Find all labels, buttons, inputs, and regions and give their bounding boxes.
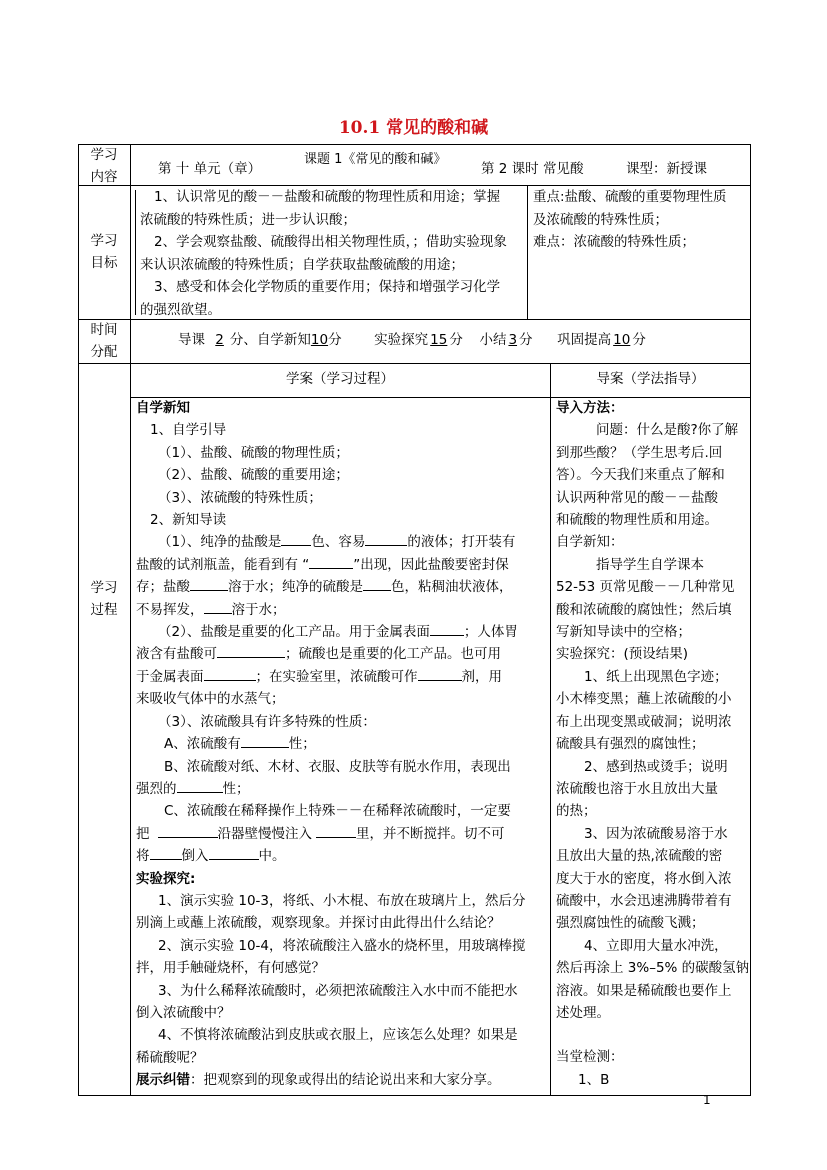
goal-line: 浓硫酸的特殊性质；进一步认识酸； <box>140 211 356 228</box>
text-line: 酸和浓硫酸的腐蚀性；然后填 <box>556 601 732 618</box>
text-line: 1、自学引导 <box>150 422 227 439</box>
text-part: 倒入 <box>181 848 209 865</box>
text-line: 度大于水的密度，将水倒入浓 <box>556 870 732 887</box>
goal-line: 3、感受和体会化学物质的重要作用；保持和增强学习化学 <box>154 279 501 295</box>
text-part: 不易挥发， <box>136 601 204 618</box>
text-line: 3、为什么稀释浓硫酸时，必须把浓硫酸注入水中而不能把水 <box>158 982 518 999</box>
text-line: 52-53 页常见酸－－几种常见 <box>556 579 735 596</box>
text-line <box>136 823 548 845</box>
row-label-content <box>78 144 130 188</box>
label-line: 内容 <box>90 169 118 185</box>
text-line <box>136 554 548 576</box>
text-line: 自学新知： <box>556 534 624 551</box>
text-line: 指导学生自学课本 <box>596 556 704 573</box>
fill-blank[interactable] <box>309 554 353 569</box>
text-line: 当堂检测： <box>556 1049 624 1066</box>
text-part: 液含有盐酸可 <box>136 646 217 663</box>
label-line: 目标 <box>90 255 118 271</box>
time-value: 10 <box>310 332 329 348</box>
time-label: 导课 <box>178 332 205 348</box>
fill-blank[interactable] <box>204 666 256 681</box>
text-part: 溶于水； <box>231 601 286 618</box>
text-part: 性； <box>222 780 250 797</box>
goal-line: 的强烈欲望。 <box>140 301 221 318</box>
text-line: 问题：什么是酸?你了解 <box>596 422 739 439</box>
text-line <box>136 576 548 598</box>
text-line: 3、因为浓硫酸易溶于水 <box>584 825 728 842</box>
text-part: （1）、纯净的盐酸是 <box>158 534 282 551</box>
fill-blank[interactable] <box>316 823 356 838</box>
text-line: 且放出大量的热,浓硫酸的密 <box>556 848 723 865</box>
fill-blank[interactable] <box>217 643 285 658</box>
text-line: 拌，用手触碰烧杯，有何感觉？ <box>136 960 325 977</box>
label-line: 学习 <box>90 147 118 163</box>
goal-line: 来认识浓硫酸的特殊性质；自学获取盐酸硫酸的用途； <box>140 256 464 273</box>
text-line <box>136 621 548 643</box>
text-line: C、浓硫酸在稀释操作上特殊－－在稀释浓硫酸时，一定要 <box>164 803 511 820</box>
section-title: 实验探究: <box>136 870 196 887</box>
text-line <box>136 1069 548 1091</box>
label-line: 时间 <box>90 322 118 338</box>
text-part: 色，粘稠油状液体， <box>391 579 513 596</box>
text-line: 强烈腐蚀性的硫酸飞溅； <box>556 915 705 932</box>
text-line: 稀硫酸呢？ <box>136 1049 204 1066</box>
text-part: （2）、盐酸是重要的化工产品。用于金属表面 <box>158 624 430 641</box>
text-part: 色、容易 <box>311 534 366 551</box>
text-line: 小木棒变黑；蘸上浓硫酸的小 <box>556 691 732 708</box>
text-part: 沿器壁慢慢注入 <box>217 825 312 842</box>
row-label-process <box>78 577 130 621</box>
text-part: 中。 <box>258 848 286 865</box>
text-part: 溶于水；纯净的硫酸是 <box>228 579 363 596</box>
time-value: 3 <box>508 332 518 348</box>
text-line: （3）、浓硫酸的特殊性质； <box>158 489 322 506</box>
text-line: 实验探究：(预设结果) <box>556 646 689 663</box>
row-label-time <box>78 319 130 363</box>
text-part: A、浓硫酸有 <box>164 736 241 753</box>
text-part: 将 <box>136 848 150 865</box>
lesson-type: 课型：新授课 <box>626 161 707 177</box>
text-part: ；人体胃 <box>463 624 518 641</box>
text-part: 盐酸的试剂瓶盖，能看到有 “ <box>136 556 310 573</box>
focus-line: 及浓硫酸的特殊性质； <box>533 211 668 228</box>
time-label: 实验探究 <box>374 332 429 348</box>
fill-blank[interactable] <box>363 576 391 591</box>
learning-goals <box>140 186 525 321</box>
text-part: 强烈的 <box>136 780 177 797</box>
focus-line: 难点：浓硫酸的特殊性质； <box>533 234 695 250</box>
goal-line: 1、认识常见的酸－－盐酸和硫酸的物理性质和用途；掌握 <box>154 189 501 205</box>
lesson-text: 第 2 课时 常见酸 <box>481 161 584 177</box>
text-part: 存；盐酸 <box>136 579 190 596</box>
section-title: 导入方法： <box>556 400 624 416</box>
text-part: ；在实验室里，浓硫酸可作 <box>255 668 418 685</box>
fill-blank[interactable] <box>418 666 462 681</box>
time-value: 10 <box>613 332 631 348</box>
text-line <box>136 666 548 688</box>
row-label-goals <box>78 230 130 274</box>
lesson-plan-table <box>78 144 751 1096</box>
time-value: 15 <box>430 332 448 348</box>
text-line <box>136 733 548 755</box>
text-part: ；硫酸也是重要的化工产品。也可用 <box>285 646 501 663</box>
text-line: 来吸收气体中的水蒸气； <box>136 691 285 708</box>
text-line <box>136 778 548 800</box>
text-line: 认识两种常见的酸－－盐酸 <box>556 489 718 506</box>
text-line: B、浓硫酸对纸、木材、衣服、皮肤等有脱水作用，表现出 <box>164 758 511 775</box>
text-line: 1、B <box>578 1071 610 1088</box>
text-line: 到那些酸？（学生思考后.回 <box>556 444 723 461</box>
text-line: 倒入浓硫酸中？ <box>136 1004 231 1021</box>
text-line: 4、立即用大量水冲洗， <box>584 937 728 954</box>
text-line: 硫酸具有强烈的腐蚀性； <box>556 736 705 753</box>
fill-blank[interactable] <box>204 599 232 614</box>
fill-blank[interactable] <box>365 531 407 546</box>
study-process <box>136 397 548 1092</box>
fill-blank[interactable] <box>150 845 182 860</box>
label-line: 学习 <box>90 580 118 596</box>
text-line: 写新知导读中的空格； <box>556 624 691 641</box>
fill-blank[interactable] <box>209 845 259 860</box>
text-line: （1）、盐酸、硫酸的物理性质； <box>158 444 349 461</box>
time-allocation <box>178 329 646 352</box>
text-line: 浓硫酸也溶于水且放出大量 <box>556 780 718 797</box>
right-column-header: 导案（学法指导） <box>596 371 705 387</box>
text-part: ”出现，因此盐酸要密封保 <box>353 556 509 573</box>
fill-blank[interactable] <box>281 531 311 546</box>
text-part: 性； <box>288 736 316 753</box>
time-label: 小结 <box>479 332 507 348</box>
text-line: 的热； <box>556 803 597 820</box>
fill-blank[interactable] <box>177 778 223 793</box>
label-line: 过程 <box>90 602 118 618</box>
time-label: 分 <box>632 332 646 348</box>
text-line: 答）。今天我们来重点了解和 <box>556 467 725 484</box>
text-line: 2、新知导读 <box>150 512 227 529</box>
text-line: 和硫酸的物理性质和用途。 <box>556 512 718 529</box>
text-part: 里，并不断搅拌。切不可 <box>356 825 505 842</box>
unit-text: 第 十 单元（章） <box>158 161 262 177</box>
time-label: 分、自学新知 <box>229 332 311 348</box>
text-line: 4、不慎将浓硫酸沾到皮肤或衣服上，应该怎么处理？如果是 <box>158 1027 518 1044</box>
text-line: 别滴上或蘸上浓硫酸，观察现象。并探讨由此得出什么结论？ <box>136 915 501 932</box>
text-part: ：把观察到的现象或得出的结论说出来和大家分享。 <box>190 1072 501 1089</box>
text-line: 布上出现变黑或破洞；说明浓 <box>556 713 732 730</box>
left-column-header: 学案（学习过程） <box>286 371 394 387</box>
text-line: 述处理。 <box>556 1004 610 1021</box>
text-line: （3）、浓硫酸具有许多特殊的性质： <box>158 713 376 730</box>
text-line <box>136 845 548 867</box>
text-part: 于金属表面 <box>136 668 204 685</box>
fill-blank[interactable] <box>190 576 228 591</box>
text-part: 剂，用 <box>461 668 502 685</box>
text-line: 2、感到热或烫手；说明 <box>584 758 728 775</box>
text-line: 硫酸中，水会迅速沸腾带着有 <box>556 892 732 909</box>
time-label: 分 <box>519 332 533 348</box>
text-line: 然后再涂上 3%–5% 的碳酸氢钠 <box>556 960 750 977</box>
text-line: 2、演示实验 10-4，将浓硫酸注入盛水的烧杯里，用玻璃棒搅 <box>158 937 526 954</box>
focus-line: 重点:盐酸、硫酸的重要物理性质 <box>533 189 727 205</box>
text-line <box>136 599 548 621</box>
document-title: 10.1 常见的酸和碱 <box>338 118 489 138</box>
time-label: 巩固提高 <box>557 332 612 348</box>
label-line: 学习 <box>90 233 118 249</box>
text-line: （2）、盐酸、硫酸的重要用途； <box>158 467 349 484</box>
fill-blank[interactable] <box>241 733 289 748</box>
text-line: 1、演示实验 10-3，将纸、小木棍、布放在玻璃片上，然后分 <box>158 892 526 909</box>
text-line <box>136 643 548 665</box>
goal-line: 2、学会观察盐酸、硫酸得出相关物理性质，；借助实验现象 <box>154 234 507 250</box>
teaching-guide <box>556 397 750 1091</box>
section-title: 自学新知 <box>136 400 190 416</box>
text-line: 溶液。如果是稀硫酸也要作上 <box>556 982 732 999</box>
key-points <box>533 186 748 254</box>
page-number: 1 <box>703 1093 711 1107</box>
section-title: 展示纠错 <box>136 1072 190 1089</box>
text-part: 的液体；打开装有 <box>407 534 516 551</box>
fill-blank[interactable] <box>158 823 218 838</box>
time-value: 2 <box>215 332 224 348</box>
text-part: 把 <box>136 825 150 842</box>
text-line: 1、纸上出现黑色字迹； <box>584 668 728 685</box>
fill-blank[interactable] <box>430 621 464 636</box>
text-line <box>136 531 548 553</box>
time-label: 分 <box>449 332 463 348</box>
topic-text: 课题 1《常见的酸和碱》 <box>304 152 447 167</box>
time-label: 分 <box>328 332 342 348</box>
label-line: 分配 <box>90 344 118 360</box>
